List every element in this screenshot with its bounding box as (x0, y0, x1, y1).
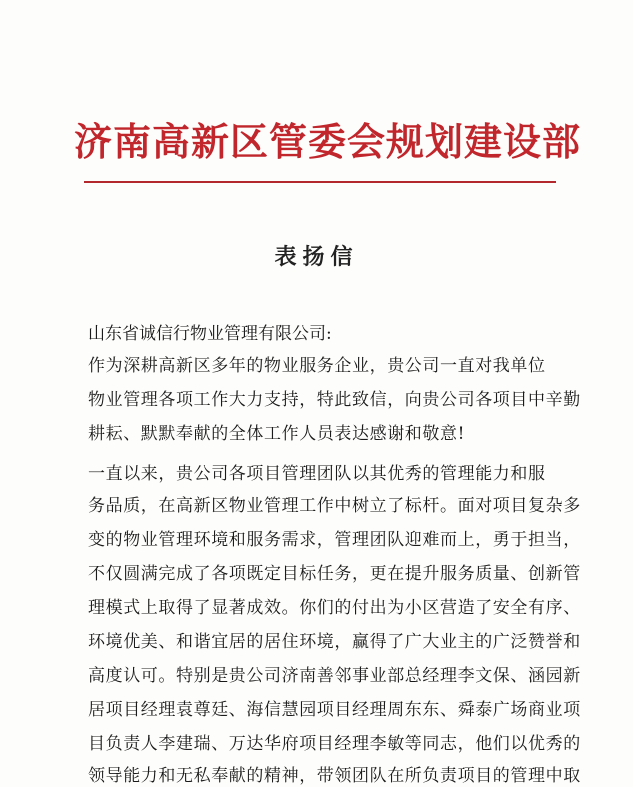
letterhead-divider (84, 181, 556, 183)
body-line: 物业管理各项工作大力支持，特此致信，向贵公司各项目中辛勤 (88, 390, 581, 410)
body-line: 居项目经理袁尊廷、海信慧园项目经理周东东、舜泰广场商业项 (88, 700, 581, 720)
body-line: 一直以来，贵公司各项目管理团队以其优秀的管理能力和服 (88, 464, 546, 484)
body-line: 耕耘、默默奉献的全体工作人员表达感谢和敬意! (88, 424, 466, 444)
body-line: 高度认可。特别是贵公司济南善邻事业部总经理李文保、涵园新 (88, 666, 581, 686)
body-line: 目负责人李建瑞、万达华府项目经理李敏等同志，他们以优秀的 (88, 734, 581, 754)
body-line: 作为深耕高新区多年的物业服务企业，贵公司一直对我单位 (88, 356, 546, 376)
body-line: 环境优美、和谐宜居的居住环境，赢得了广大业主的广泛赞誉和 (88, 632, 581, 652)
letterhead-org-name: 济南高新区管委会规划建设部 (74, 119, 582, 164)
body-line: 不仅圆满完成了各项既定目标任务，更在提升服务质量、创新管 (88, 564, 581, 584)
document-title: 表扬信 (274, 245, 359, 270)
body-line: 领导能力和无私奉献的精神，带领团队在所负责项目的管理中取 (88, 766, 581, 786)
salutation: 山东省诚信行物业管理有限公司: (88, 324, 332, 344)
body-line: 变的物业管理环境和服务需求，管理团队迎难而上，勇于担当， (88, 530, 581, 550)
body-line: 务品质，在高新区物业管理工作中树立了标杆。面对项目复杂多 (88, 496, 581, 516)
body-line: 理模式上取得了显著成效。你们的付出为小区营造了安全有序、 (88, 598, 581, 618)
